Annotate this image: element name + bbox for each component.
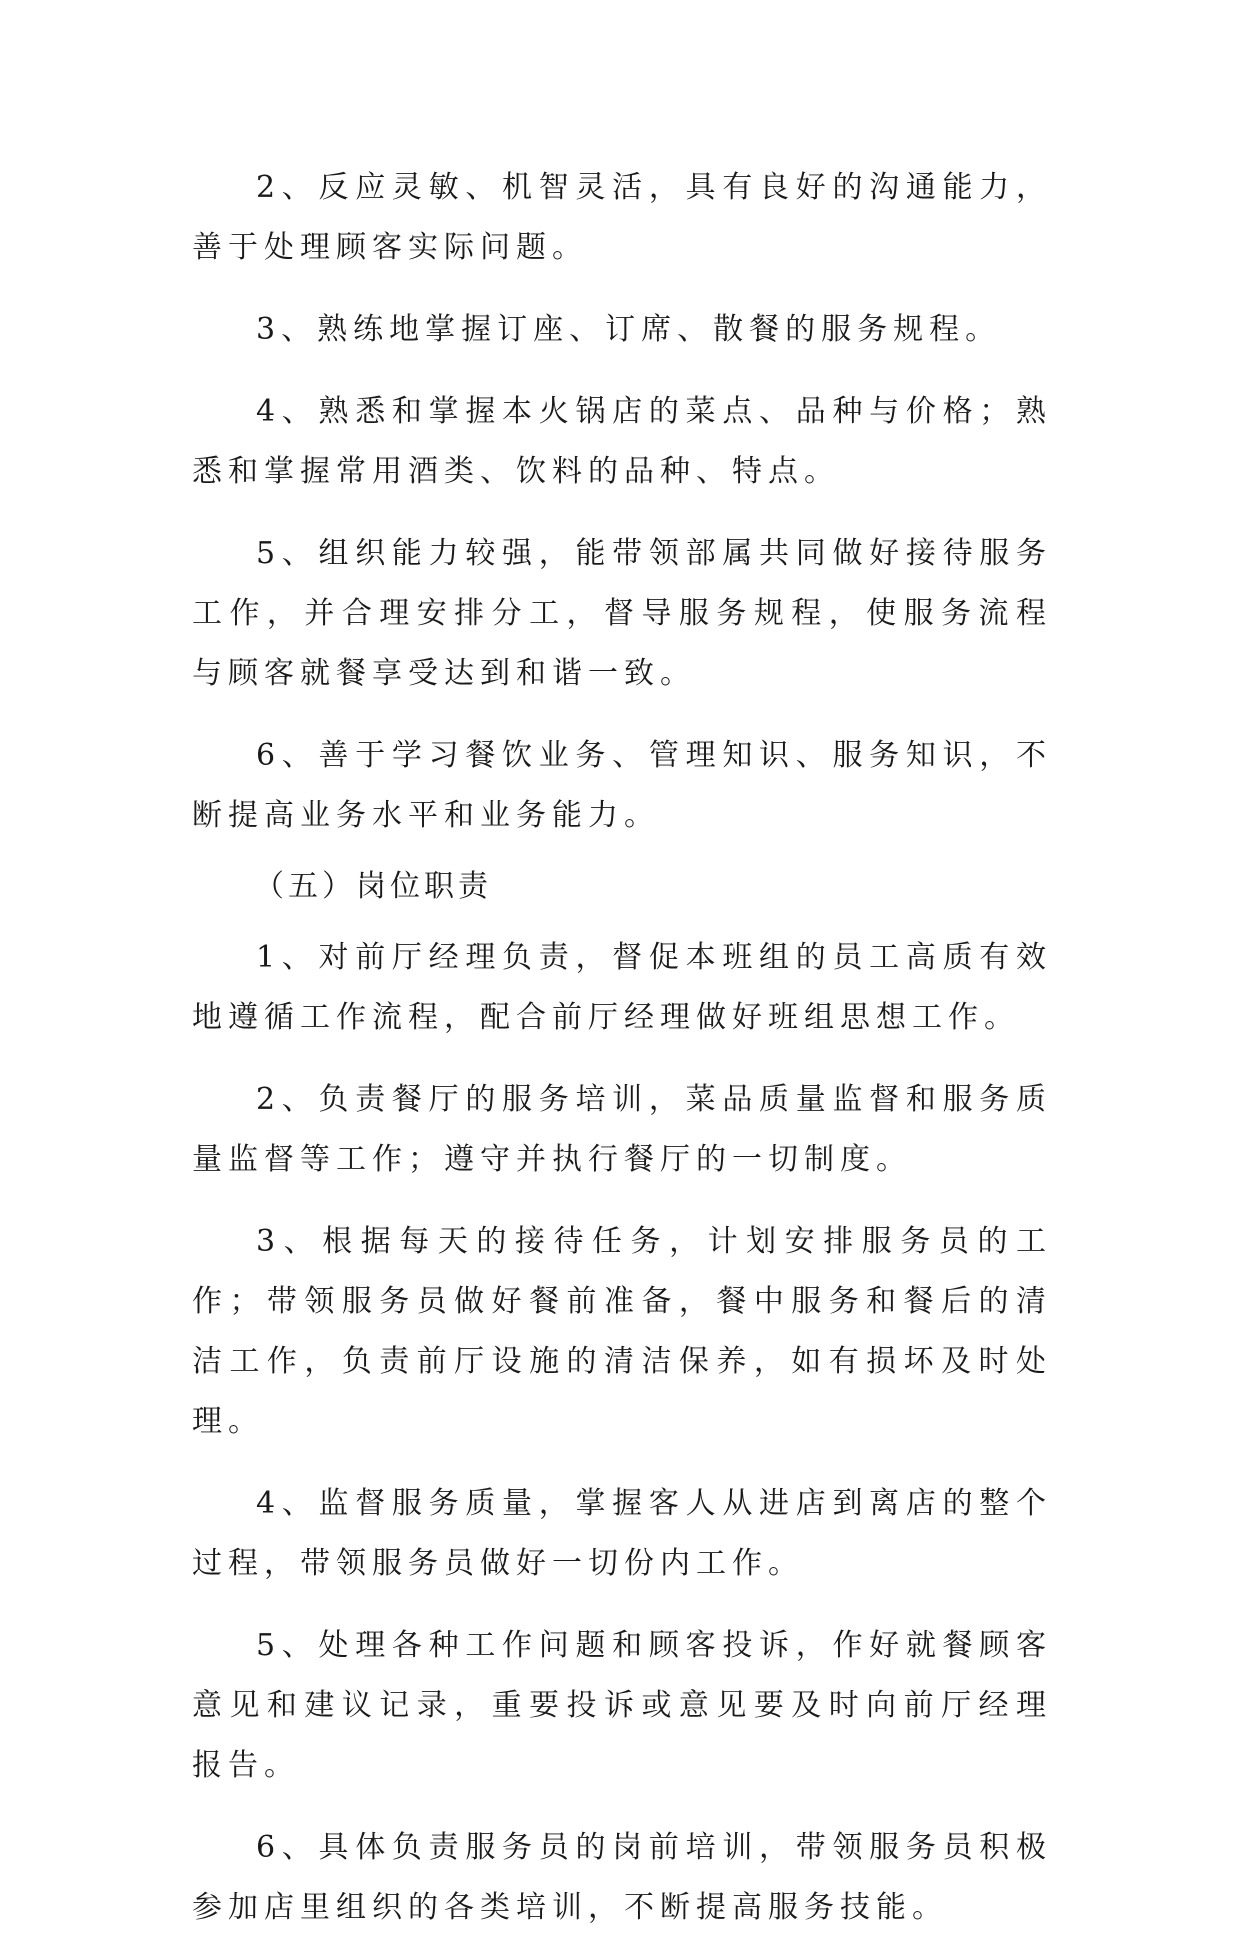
paragraph-duty-6: 6、具体负责服务员的岗前培训，带领服务员积极参加店里组织的各类培训，不断提高服务技能。 [192,1830,1052,1925]
document-body [192,158,1052,1960]
paragraph-duty-5: 5、处理各种工作问题和顾客投诉，作好就餐顾客意见和建议记录，重要投诉或意见要及时向前厅经理报告。 [192,1628,1052,1783]
paragraph-requirement-6: 6、善于学习餐饮业务、管理知识、服务知识，不断提高业务水平和业务能力。 [192,738,1052,833]
paragraph-requirement-5: 5、组织能力较强，能带领部属共同做好接待服务工作，并合理安排分工，督导服务规程，使服务流程与顾客就餐享受达到和谐一致。 [192,536,1052,691]
paragraph-duty-2: 2、负责餐厅的服务培训，菜品质量监督和服务质量监督等工作；遵守并执行餐厅的一切制度。 [192,1082,1052,1177]
paragraph-requirement-2: 2、反应灵敏、机智灵活，具有良好的沟通能力，善于处理顾客实际问题。 [192,170,1052,265]
paragraph-requirement-3: 3、熟练地掌握订座、订席、散餐的服务规程。 [256,312,1002,347]
paragraph-duty-1: 1、对前厅经理负责，督促本班组的员工高质有效地遵循工作流程，配合前厅经理做好班组思想工作。 [192,940,1052,1035]
section-heading: （五）岗位职责 [254,869,492,904]
paragraph-duty-4: 4、监督服务质量，掌握客人从进店到离店的整个过程，带领服务员做好一切份内工作。 [192,1486,1052,1581]
paragraph-requirement-4: 4、熟悉和掌握本火锅店的菜点、品种与价格；熟悉和掌握常用酒类、饮料的品种、特点。 [192,394,1052,489]
paragraph-duty-3: 3、根据每天的接待任务，计划安排服务员的工作；带领服务员做好餐前准备，餐中服务和餐后的清洁工作，负责前厅设施的清洁保养，如有损坏及时处理。 [192,1224,1052,1439]
